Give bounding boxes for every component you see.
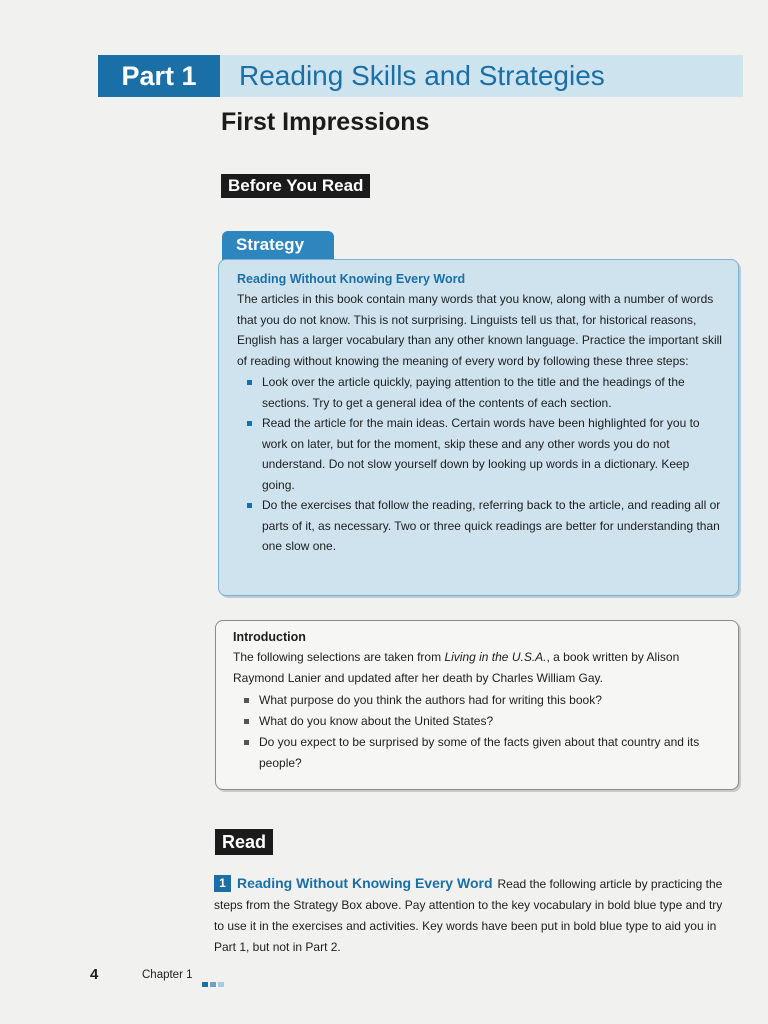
strategy-steps-list bbox=[237, 372, 722, 557]
exercise-number: 1 bbox=[214, 875, 231, 892]
part-label: Part 1 bbox=[98, 55, 220, 97]
bullet-square-icon bbox=[244, 719, 249, 724]
strategy-step bbox=[262, 372, 722, 413]
chapter-progress-dots bbox=[202, 974, 226, 980]
chapter-label: Chapter 1 bbox=[142, 969, 193, 981]
bullet-square-icon bbox=[247, 380, 252, 385]
bullet-square-icon bbox=[244, 740, 249, 745]
bullet-square-icon bbox=[244, 698, 249, 703]
strategy-paragraph: The articles in this book contain many words that you know, along with a number of words that you do not know. This is not surprising. Linguists tell us that, for historical reasons, English has a larger vocabulary than any other known language. Practice the important skill of reading without knowing the meaning of every word by following these three steps: bbox=[237, 292, 722, 368]
read-label: Read bbox=[215, 829, 273, 855]
strategy-step bbox=[262, 495, 722, 557]
chapter-dot bbox=[218, 982, 224, 987]
bullet-square-icon bbox=[247, 503, 252, 508]
strategy-step-text: Read the article for the main ideas. Certain words have been highlighted for you to work on later, but for the moment, skip these and any other words you do not understand. Do not slow yourself down by looking up words in a dictionary. Keep going. bbox=[262, 416, 700, 492]
section-title: First Impressions bbox=[221, 108, 430, 136]
exercise-text: Read the following article by practicing the steps from the Strategy Box above. Pay attention to the key vocabulary in bold blue type and try to use it in the exercises and activities. Key words have been put in bold blue type to aid you in Part 1, but not in Part 2. bbox=[214, 877, 723, 954]
introduction-question bbox=[259, 732, 722, 774]
introduction-question bbox=[259, 711, 722, 732]
strategy-step-text: Do the exercises that follow the reading, referring back to the article, and reading all or parts of it, as necessary. Two or three quick readings are better for understanding than one slow one. bbox=[262, 498, 721, 553]
before-you-read-label: Before You Read bbox=[221, 174, 370, 198]
introduction-question-text: What purpose do you think the authors had for writing this book? bbox=[259, 693, 602, 707]
exercise-paragraph bbox=[214, 873, 734, 958]
introduction-heading: Introduction bbox=[233, 630, 306, 644]
part-title: Reading Skills and Strategies bbox=[239, 60, 605, 91]
strategy-step-text: Look over the article quickly, paying attention to the title and the headings of the sections. Try to get a general idea of the contents of each section. bbox=[262, 375, 685, 410]
introduction-box bbox=[215, 620, 739, 790]
introduction-question-text: Do you expect to be surprised by some of the facts given about that country and its people? bbox=[259, 735, 700, 770]
introduction-question-text: What do you know about the United States? bbox=[259, 714, 494, 728]
page-number: 4 bbox=[90, 966, 99, 983]
book-title: Living in the U.S.A. bbox=[444, 650, 547, 664]
introduction-question bbox=[259, 690, 722, 711]
part-header-bar bbox=[98, 55, 743, 97]
strategy-box bbox=[218, 259, 739, 596]
strategy-tab: Strategy bbox=[222, 231, 334, 261]
strategy-heading: Reading Without Knowing Every Word bbox=[237, 272, 466, 286]
chapter-dot bbox=[202, 982, 208, 987]
introduction-text-before: The following selections are taken from bbox=[233, 650, 445, 664]
introduction-questions-list bbox=[233, 690, 722, 774]
introduction-paragraph bbox=[233, 647, 722, 689]
strategy-step bbox=[262, 413, 722, 495]
chapter-dot bbox=[210, 982, 216, 987]
bullet-square-icon bbox=[247, 421, 252, 426]
exercise-title: Reading Without Knowing Every Word bbox=[237, 875, 493, 891]
introduction-text-after: , a book written by Alison Raymond Lanier and updated after her death by Charles William Gay. bbox=[233, 650, 680, 685]
